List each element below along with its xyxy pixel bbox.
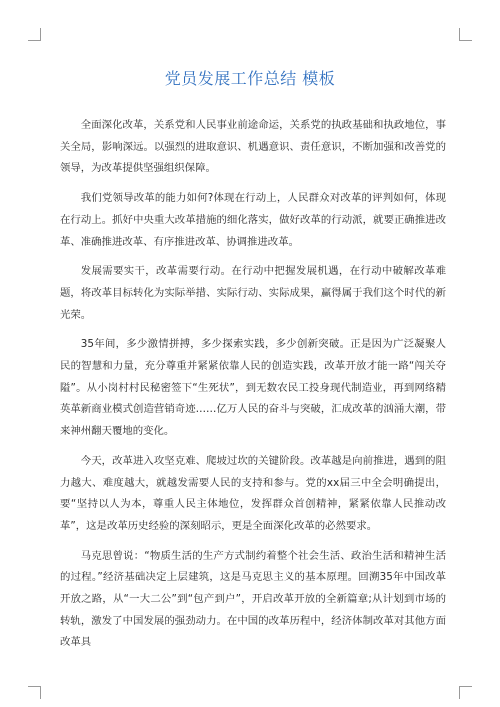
- document-body: [60, 115, 446, 662]
- paragraph-3: 发展需要实干，改革需要行动。在行动中把握发展机遇，在行动中破解改革难题，将改革目标转化为实际举措、实际行动、实际成果，赢得属于我们这个时代的新光荣。: [60, 265, 446, 321]
- paragraph-1: 全面深化改革，关系党和人民事业前途命运，关系党的执政基础和执政地位，事关全局，影响深远。以强烈的进取意识、机遇意识、责任意识，不断加强和改善党的领导，为改革提供坚强组织保障。: [60, 119, 446, 175]
- paragraph-4: 35年间，多少激情拼搏，多少探索实践，多少创新突破。正是因为广泛凝聚人民的智慧和力量，充分尊重并紧紧依靠人民的创造实践，改革开放才能一路“闯关夺隘”。从小岗村村民秘密签下“生死状”，到无数农民工投身现代制造业，再到网络精英革新商业模式创造营销奇迹……亿万人民的奋斗与突破，汇成改革的汹涌大潮，带来神州翻天覆地的变化。: [60, 338, 446, 438]
- paragraph-6: 马克思曾说：“物质生活的生产方式制约着整个社会生活、政治生活和精神生活的过程。”经济基础决定上层建筑，这是马克思主义的基本原理。回溯35年中国改革开放之路，从“一大二公”到“包产到户”，开启改革开放的全新篇章;从计划到市场的转轨，激发了中国发展的强劲动力。在中国的改革历程中，经济体制改革对其他方面改革具: [60, 549, 446, 649]
- paragraph-2: 我们党领导改革的能力如何?体现在行动上，人民群众对改革的评判如何，体现在行动上。抓好中央重大改革措施的细化落实，做好改革的行动派，就要正确推进改革、准确推进改革、有序推进改革、协调推进改革。: [60, 192, 446, 248]
- crop-mark-bottom-right: [459, 686, 472, 699]
- document-title: 党员发展工作总结 模板: [164, 69, 336, 88]
- paragraph-5: 今天，改革进入攻坚克难、爬坡过坎的关键阶段。改革越是向前推进，遇到的阻力越大、难度越大，就越发需要人民的支持和参与。党的xx届三中全会明确提出，要“坚持以人为本，尊重人民主体地位，发挥群众首创精神，紧紧依靠人民推动改革”，这是改革历史经验的深刻昭示，更是全面深化改革的必然要求。: [60, 454, 446, 532]
- crop-mark-top-left: [28, 28, 41, 41]
- crop-mark-top-right: [459, 28, 472, 41]
- crop-mark-bottom-left: [28, 686, 41, 699]
